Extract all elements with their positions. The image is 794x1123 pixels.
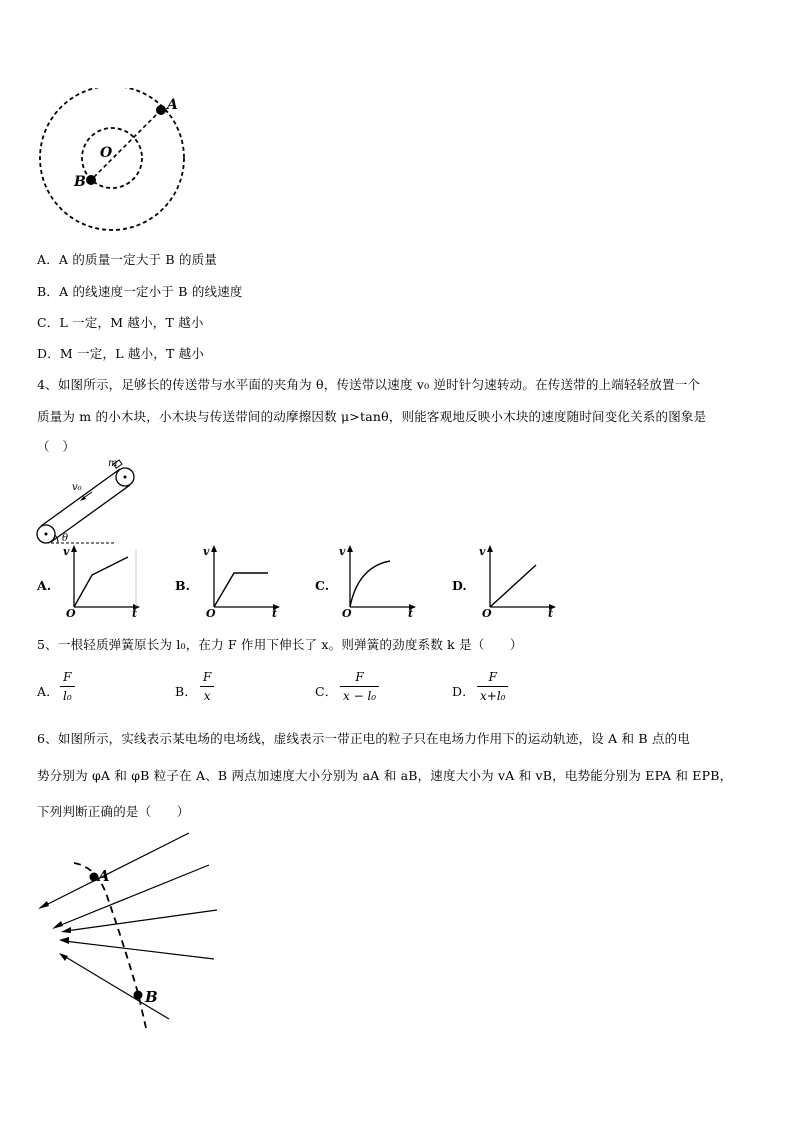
point-b-dot: [86, 175, 96, 185]
q3-option-d: D．M 一定，L 越小，T 越小: [37, 346, 205, 361]
graph-b-curve: [214, 573, 268, 607]
belt-top-edge: [41, 469, 120, 526]
svg-text:t: t: [408, 607, 414, 619]
velocity-label: v₀: [72, 482, 82, 493]
q5-option-c-label: C．: [315, 684, 338, 699]
label-o: O: [100, 145, 113, 161]
q5-option-a-fraction: F l₀: [60, 670, 75, 703]
q4-graph-b: [200, 543, 280, 619]
label-a: A: [98, 867, 110, 885]
q6-stem-line3: 下列判断正确的是（ ）: [37, 804, 190, 819]
angle-label: θ: [62, 533, 69, 544]
point-a-dot: [156, 105, 166, 115]
svg-text:O: O: [206, 607, 216, 619]
svg-text:v: v: [479, 545, 486, 558]
q5-option-c-fraction: F x − l₀: [340, 670, 379, 703]
point-b-dot: [134, 991, 143, 1000]
graph-c-curve: [350, 561, 390, 607]
q5-option-b-label: B．: [175, 684, 198, 699]
q5-option-b-fraction: F x: [200, 670, 214, 703]
q4-graph-d: [476, 543, 556, 619]
graph-d-curve: [490, 565, 536, 607]
svg-text:v: v: [203, 545, 210, 558]
q4-graph-a-label: A.: [37, 578, 52, 593]
field-line-4: [64, 941, 214, 959]
mass-label: m: [108, 458, 118, 469]
svg-text:t: t: [132, 607, 138, 619]
svg-text:v: v: [339, 545, 346, 558]
q3-option-b: B．A 的线速度一定小于 B 的线速度: [37, 284, 243, 299]
q4-conveyor-figure: [34, 458, 144, 546]
q6-stem-line1: 6、如图所示，实线表示某电场的电场线，虚线表示一带正电的粒子只在电场力作用下的运动轨迹，设 A 和 B 点的电: [37, 731, 691, 746]
label-b: B: [145, 988, 158, 1006]
q3-option-c: C．L 一定，M 越小，T 越小: [37, 315, 204, 330]
field-line-2: [56, 865, 209, 927]
q4-graph-b-label: B.: [175, 578, 190, 593]
q4-stem-line3: （ ）: [37, 439, 76, 454]
q3-option-a: A．A 的质量一定大于 B 的质量: [37, 252, 218, 267]
q6-stem-line2: 势分别为 φA 和 φB 粒子在 A、B 两点加速度大小分别为 aA 和 aB，速度大小为 vA 和 vB，电势能分别为 EPA 和 EPB，: [37, 768, 733, 783]
q4-stem-line1: 4、如图所示，足够长的传送带与水平面的夹角为 θ，传送带以速度 v₀ 逆时针匀速转动。在传送带的上端轻轻放置一个: [37, 377, 701, 392]
q5-option-d-fraction: F x+l₀: [477, 670, 508, 703]
label-a: A: [167, 97, 178, 113]
svg-text:O: O: [342, 607, 352, 619]
svg-text:O: O: [482, 607, 492, 619]
q4-stem-line2: 质量为 m 的小木块，小木块与传送带间的动摩擦因数 μ>tanθ，则能客观地反映小木块的速度随时间变化关系的图象是: [37, 409, 707, 424]
svg-text:O: O: [66, 607, 76, 619]
q5-option-d-label: D．: [452, 684, 475, 699]
svg-text:t: t: [272, 607, 278, 619]
q5-stem: 5、一根轻质弹簧原长为 l₀，在力 F 作用下伸长了 x。则弹簧的劲度系数 k 是（ ）: [37, 637, 523, 652]
q4-graph-a: [60, 543, 140, 619]
graph-a-curve: [74, 557, 128, 607]
q3-figure-circles: [30, 88, 195, 236]
q6-electric-field-figure: [34, 825, 224, 1030]
q5-option-a-label: A．: [37, 684, 59, 699]
particle-trajectory: [74, 863, 146, 1028]
label-b: B: [74, 174, 86, 190]
field-line-1: [42, 833, 189, 907]
svg-text:v: v: [63, 545, 70, 558]
q4-graph-d-label: D.: [452, 578, 467, 593]
svg-text:t: t: [548, 607, 554, 619]
q4-graph-c: [336, 543, 416, 619]
q4-graph-c-label: C.: [315, 578, 330, 593]
